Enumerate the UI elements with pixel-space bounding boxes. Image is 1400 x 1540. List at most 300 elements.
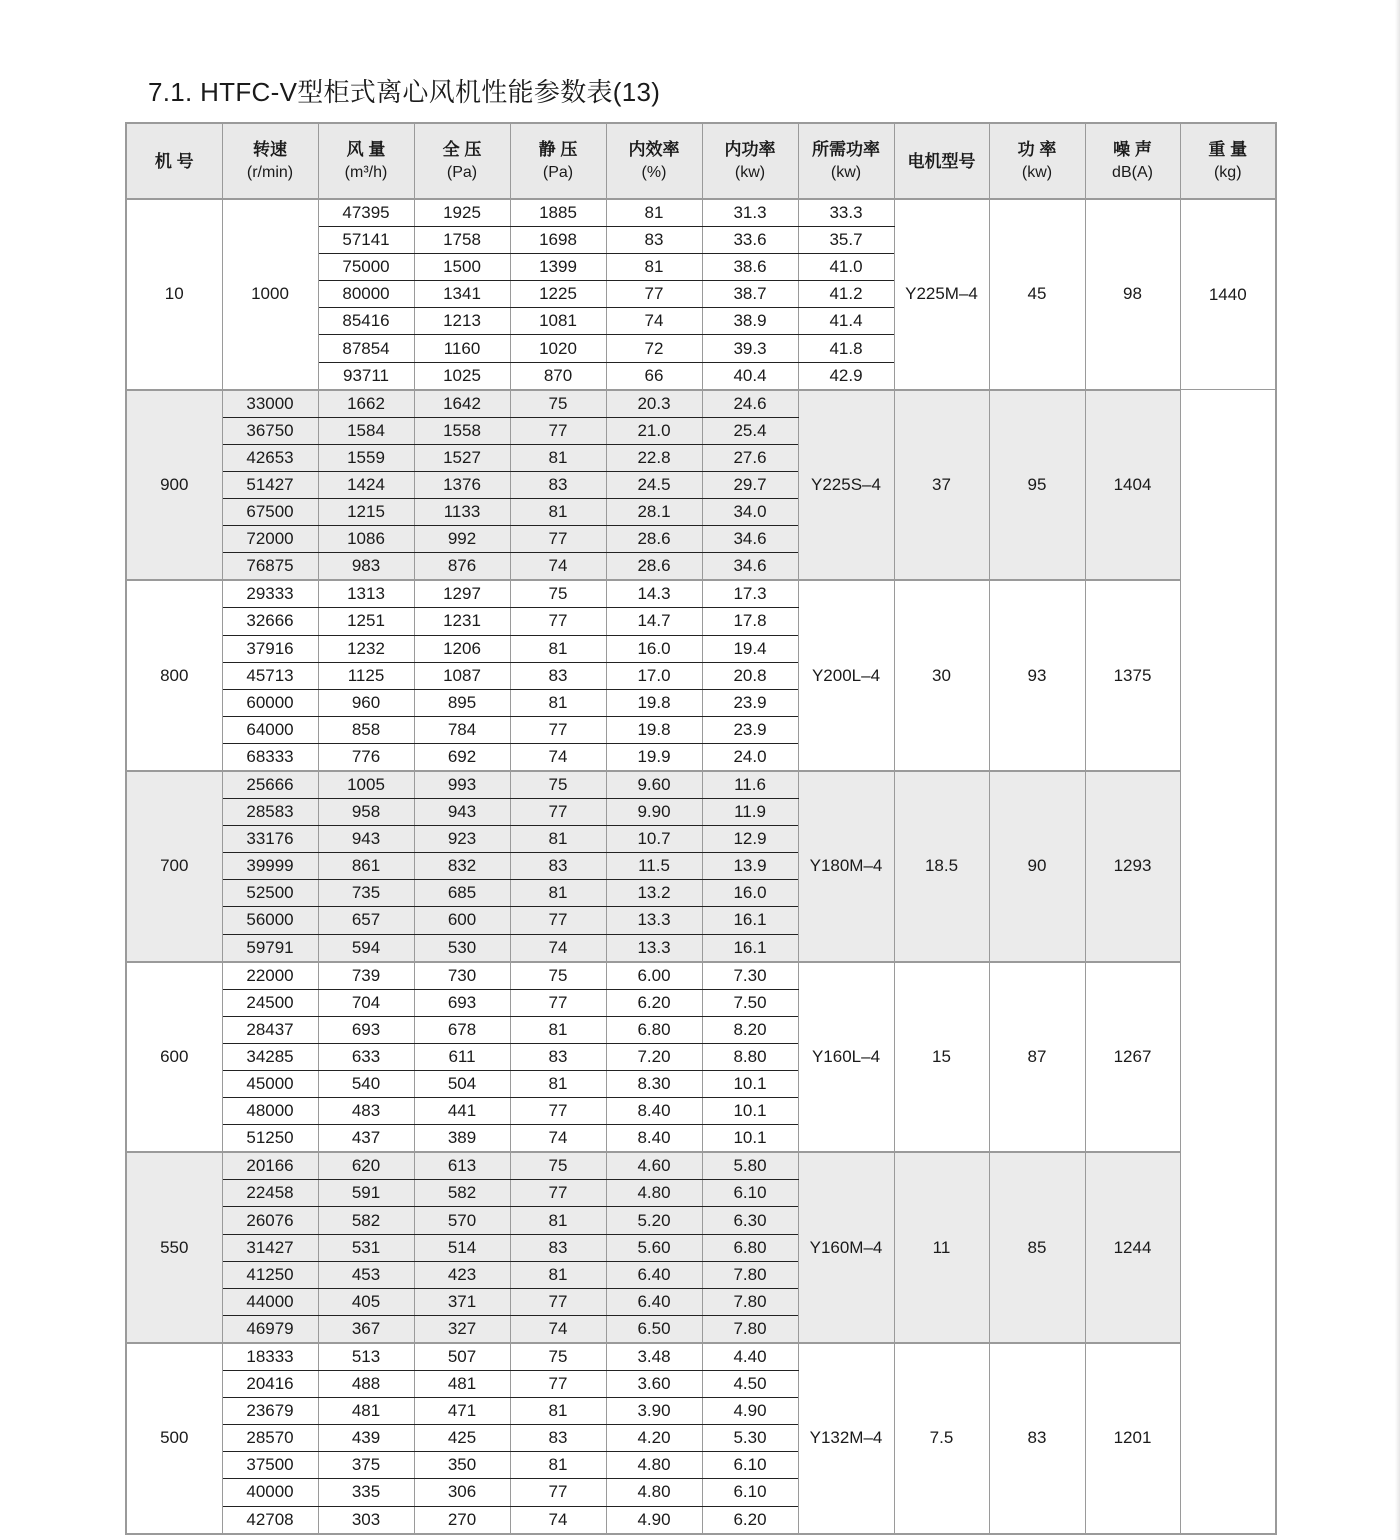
column-header [1180,123,1276,199]
total-pressure-cell: 531 [318,1234,414,1261]
required-power-cell: 6.10 [702,1479,798,1506]
motor-power-cell: 30 [894,580,989,771]
total-pressure-cell: 594 [318,934,414,962]
airflow-cell: 67500 [222,499,318,526]
total-pressure-cell: 1125 [318,662,414,689]
internal-power-cell: 9.60 [606,771,702,799]
efficiency-cell: 77 [510,1180,606,1207]
column-header [318,123,414,199]
total-pressure-cell: 1160 [414,335,510,362]
internal-power-cell: 3.90 [606,1398,702,1425]
column-header-unit: (r/min) [246,164,294,181]
static-pressure-cell: 514 [414,1234,510,1261]
static-pressure-cell: 730 [414,962,510,990]
static-pressure-cell: 693 [414,989,510,1016]
static-pressure-cell: 692 [414,743,510,771]
required-power-cell: 6.20 [702,1506,798,1534]
efficiency-cell: 77 [510,1098,606,1125]
speed-group [126,580,1276,771]
efficiency-cell: 83 [510,1043,606,1070]
total-pressure-cell: 861 [318,853,414,880]
efficiency-cell: 74 [510,1125,606,1153]
speed-group [126,962,1276,1153]
speed-cell: 900 [126,390,222,581]
table-row [126,1343,1276,1371]
efficiency-cell: 81 [510,880,606,907]
static-pressure-cell: 1698 [510,227,606,254]
efficiency-cell: 66 [606,362,702,390]
total-pressure-cell: 1559 [318,444,414,471]
required-power-cell: 8.80 [702,1043,798,1070]
static-pressure-cell: 371 [414,1288,510,1315]
column-header [126,123,222,199]
total-pressure-cell: 620 [318,1152,414,1180]
internal-power-cell: 8.40 [606,1125,702,1153]
efficiency-cell: 75 [510,390,606,418]
column-header [798,123,894,199]
static-pressure-cell: 306 [414,1479,510,1506]
required-power-cell: 6.10 [702,1452,798,1479]
static-pressure-cell: 1558 [414,417,510,444]
static-pressure-cell: 1020 [510,335,606,362]
required-power-cell: 29.7 [702,471,798,498]
weight-cell: 1267 [1085,962,1180,1153]
total-pressure-cell: 453 [318,1261,414,1288]
speed-cell: 550 [126,1152,222,1343]
column-header-label: 内功率 [724,140,776,159]
internal-power-cell: 4.80 [606,1452,702,1479]
efficiency-cell: 77 [510,608,606,635]
static-pressure-cell: 425 [414,1425,510,1452]
total-pressure-cell: 481 [318,1398,414,1425]
efficiency-cell: 75 [510,1152,606,1180]
required-power-cell: 17.3 [702,580,798,608]
internal-power-cell: 20.3 [606,390,702,418]
internal-power-cell: 13.2 [606,880,702,907]
weight-cell: 1375 [1085,580,1180,771]
efficiency-cell: 81 [606,199,702,227]
total-pressure-cell: 367 [318,1315,414,1343]
efficiency-cell: 81 [510,826,606,853]
column-header-unit: (kw) [830,164,862,181]
column-header [414,123,510,199]
internal-power-cell: 39.3 [702,335,798,362]
required-power-cell: 5.80 [702,1152,798,1180]
column-header-unit: (kg) [1213,164,1242,181]
required-power-cell: 24.6 [702,390,798,418]
column-header-label: 功 率 [1017,140,1057,159]
required-power-cell: 42.9 [798,362,894,390]
airflow-cell: 93711 [318,362,414,390]
static-pressure-cell: 1225 [510,281,606,308]
internal-power-cell: 4.80 [606,1180,702,1207]
static-pressure-cell: 1297 [414,580,510,608]
static-pressure-cell: 1081 [510,308,606,335]
required-power-cell: 4.50 [702,1371,798,1398]
airflow-cell: 42653 [222,444,318,471]
column-header-label: 电机型号 [907,151,976,171]
required-power-cell: 11.9 [702,799,798,826]
total-pressure-cell: 1662 [318,390,414,418]
total-pressure-cell: 483 [318,1098,414,1125]
efficiency-cell: 77 [510,1288,606,1315]
total-pressure-cell: 1584 [318,417,414,444]
internal-power-cell: 28.6 [606,553,702,581]
airflow-cell: 29333 [222,580,318,608]
noise-cell: 98 [1085,199,1180,390]
required-power-cell: 7.50 [702,989,798,1016]
required-power-cell: 23.9 [702,716,798,743]
internal-power-cell: 16.0 [606,635,702,662]
total-pressure-cell: 657 [318,907,414,934]
total-pressure-cell: 1313 [318,580,414,608]
total-pressure-cell: 983 [318,553,414,581]
static-pressure-cell: 943 [414,799,510,826]
static-pressure-cell: 600 [414,907,510,934]
static-pressure-cell: 1087 [414,662,510,689]
efficiency-cell: 75 [510,962,606,990]
static-pressure-cell: 611 [414,1043,510,1070]
required-power-cell: 34.0 [702,499,798,526]
column-header [606,123,702,199]
column-header [989,123,1085,199]
column-header-label: 风 量 [346,140,386,159]
static-pressure-cell: 350 [414,1452,510,1479]
column-header-label: 重 量 [1208,140,1248,159]
airflow-cell: 48000 [222,1098,318,1125]
motor-model-cell: Y180M–4 [798,771,894,962]
efficiency-cell: 74 [510,743,606,771]
efficiency-cell: 77 [510,1479,606,1506]
weight-cell: 1244 [1085,1152,1180,1343]
efficiency-cell: 81 [510,1452,606,1479]
column-header [222,123,318,199]
noise-cell: 93 [989,580,1085,771]
motor-model-cell: Y160M–4 [798,1152,894,1343]
total-pressure-cell: 439 [318,1425,414,1452]
static-pressure-cell: 471 [414,1398,510,1425]
airflow-cell: 85416 [318,308,414,335]
total-pressure-cell: 958 [318,799,414,826]
internal-power-cell: 38.7 [702,281,798,308]
static-pressure-cell: 784 [414,716,510,743]
static-pressure-cell: 1527 [414,444,510,471]
efficiency-cell: 81 [606,254,702,281]
total-pressure-cell: 335 [318,1479,414,1506]
static-pressure-cell: 1206 [414,635,510,662]
internal-power-cell: 31.3 [702,199,798,227]
total-pressure-cell: 1424 [318,471,414,498]
static-pressure-cell: 481 [414,1371,510,1398]
static-pressure-cell: 327 [414,1315,510,1343]
airflow-cell: 45713 [222,662,318,689]
internal-power-cell: 14.7 [606,608,702,635]
required-power-cell: 33.3 [798,199,894,227]
airflow-cell: 37500 [222,1452,318,1479]
efficiency-cell: 83 [510,471,606,498]
required-power-cell: 16.0 [702,880,798,907]
airflow-cell: 47395 [318,199,414,227]
total-pressure-cell: 1213 [414,308,510,335]
internal-power-cell: 5.60 [606,1234,702,1261]
required-power-cell: 6.80 [702,1234,798,1261]
efficiency-cell: 81 [510,635,606,662]
airflow-cell: 23679 [222,1398,318,1425]
weight-cell: 1201 [1085,1343,1180,1534]
required-power-cell: 4.40 [702,1343,798,1371]
page-title: 7.1. HTFC-V型柜式离心风机性能参数表(13) [148,77,661,107]
internal-power-cell: 6.20 [606,989,702,1016]
airflow-cell: 51250 [222,1125,318,1153]
weight-cell: 1293 [1085,771,1180,962]
internal-power-cell: 4.60 [606,1152,702,1180]
column-header-label: 所需功率 [812,140,880,159]
total-pressure-cell: 704 [318,989,414,1016]
internal-power-cell: 21.0 [606,417,702,444]
static-pressure-cell: 530 [414,934,510,962]
speed-cell: 600 [126,962,222,1153]
internal-power-cell: 28.1 [606,499,702,526]
column-header-unit: (kw) [734,164,766,181]
efficiency-cell: 83 [510,1425,606,1452]
airflow-cell: 39999 [222,853,318,880]
required-power-cell: 35.7 [798,227,894,254]
speed-group [126,771,1276,962]
static-pressure-cell: 678 [414,1016,510,1043]
column-header-label: 机 号 [154,151,194,171]
airflow-cell: 37916 [222,635,318,662]
table-row [126,390,1276,418]
total-pressure-cell: 540 [318,1071,414,1098]
total-pressure-cell: 1758 [414,227,510,254]
required-power-cell: 41.2 [798,281,894,308]
column-header-label: 内效率 [628,140,680,159]
static-pressure-cell: 685 [414,880,510,907]
motor-model-cell: Y200L–4 [798,580,894,771]
required-power-cell: 4.90 [702,1398,798,1425]
required-power-cell: 13.9 [702,853,798,880]
total-pressure-cell: 776 [318,743,414,771]
internal-power-cell: 6.50 [606,1315,702,1343]
efficiency-cell: 77 [510,417,606,444]
airflow-cell: 25666 [222,771,318,799]
static-pressure-cell: 423 [414,1261,510,1288]
internal-power-cell: 5.20 [606,1207,702,1234]
total-pressure-cell: 375 [318,1452,414,1479]
internal-power-cell: 6.40 [606,1261,702,1288]
efficiency-cell: 81 [510,1016,606,1043]
required-power-cell: 10.1 [702,1098,798,1125]
internal-power-cell: 38.9 [702,308,798,335]
airflow-cell: 60000 [222,689,318,716]
efficiency-cell: 81 [510,1398,606,1425]
airflow-cell: 22000 [222,962,318,990]
airflow-cell: 42708 [222,1506,318,1534]
total-pressure-cell: 858 [318,716,414,743]
static-pressure-cell: 993 [414,771,510,799]
noise-cell: 87 [989,962,1085,1153]
column-header-label: 噪 声 [1113,140,1152,159]
efficiency-cell: 81 [510,1261,606,1288]
required-power-cell: 10.1 [702,1125,798,1153]
internal-power-cell: 10.7 [606,826,702,853]
airflow-cell: 33000 [222,390,318,418]
efficiency-cell: 72 [606,335,702,362]
internal-power-cell: 14.3 [606,580,702,608]
airflow-cell: 31427 [222,1234,318,1261]
airflow-cell: 28437 [222,1016,318,1043]
speed-cell: 500 [126,1343,222,1534]
required-power-cell: 16.1 [702,907,798,934]
required-power-cell: 6.10 [702,1180,798,1207]
airflow-cell: 22458 [222,1180,318,1207]
required-power-cell: 5.30 [702,1425,798,1452]
required-power-cell: 7.80 [702,1288,798,1315]
total-pressure-cell: 582 [318,1207,414,1234]
efficiency-cell: 83 [510,1234,606,1261]
static-pressure-cell: 570 [414,1207,510,1234]
column-header [1085,123,1180,199]
static-pressure-cell: 441 [414,1098,510,1125]
internal-power-cell: 13.3 [606,934,702,962]
required-power-cell: 7.80 [702,1315,798,1343]
column-header-unit: (Pa) [446,164,478,181]
total-pressure-cell: 513 [318,1343,414,1371]
airflow-cell: 41250 [222,1261,318,1288]
airflow-cell: 46979 [222,1315,318,1343]
efficiency-cell: 74 [510,1315,606,1343]
efficiency-cell: 83 [606,227,702,254]
required-power-cell: 25.4 [702,417,798,444]
efficiency-cell: 75 [510,771,606,799]
internal-power-cell: 40.4 [702,362,798,390]
header-row [126,123,1276,199]
internal-power-cell: 9.90 [606,799,702,826]
internal-power-cell: 6.80 [606,1016,702,1043]
total-pressure-cell: 1025 [414,362,510,390]
page-edge [1395,0,1400,1540]
motor-power-cell: 18.5 [894,771,989,962]
airflow-cell: 20416 [222,1371,318,1398]
column-header-unit: (kw) [1021,164,1053,181]
internal-power-cell: 33.6 [702,227,798,254]
static-pressure-cell: 1133 [414,499,510,526]
efficiency-cell: 83 [510,662,606,689]
efficiency-cell: 77 [510,526,606,553]
static-pressure-cell: 923 [414,826,510,853]
airflow-cell: 20166 [222,1152,318,1180]
speed-cell: 800 [126,580,222,771]
required-power-cell: 7.30 [702,962,798,990]
total-pressure-cell: 693 [318,1016,414,1043]
column-header-label: 全 压 [442,140,482,159]
airflow-cell: 56000 [222,907,318,934]
motor-power-cell: 45 [989,199,1085,390]
internal-power-cell: 19.8 [606,689,702,716]
noise-cell: 83 [989,1343,1085,1534]
total-pressure-cell: 1251 [318,608,414,635]
required-power-cell: 23.9 [702,689,798,716]
airflow-cell: 32666 [222,608,318,635]
efficiency-cell: 83 [510,853,606,880]
efficiency-cell: 77 [510,989,606,1016]
static-pressure-cell: 1399 [510,254,606,281]
static-pressure-cell: 832 [414,853,510,880]
column-header [894,123,989,199]
static-pressure-cell: 613 [414,1152,510,1180]
efficiency-cell: 74 [510,553,606,581]
internal-power-cell: 28.6 [606,526,702,553]
motor-power-cell: 15 [894,962,989,1153]
total-pressure-cell: 1005 [318,771,414,799]
efficiency-cell: 81 [510,689,606,716]
airflow-cell: 72000 [222,526,318,553]
internal-power-cell: 6.40 [606,1288,702,1315]
internal-power-cell: 11.5 [606,853,702,880]
airflow-cell: 26076 [222,1207,318,1234]
total-pressure-cell: 1215 [318,499,414,526]
table-row [126,580,1276,608]
column-header [702,123,798,199]
internal-power-cell: 13.3 [606,907,702,934]
static-pressure-cell: 876 [414,553,510,581]
required-power-cell: 20.8 [702,662,798,689]
weight-cell: 1440 [1180,199,1276,390]
airflow-cell: 24500 [222,989,318,1016]
efficiency-cell: 74 [510,934,606,962]
motor-power-cell: 7.5 [894,1343,989,1534]
static-pressure-cell: 992 [414,526,510,553]
column-header-unit: (m³/h) [344,164,388,181]
static-pressure-cell: 1642 [414,390,510,418]
efficiency-cell: 77 [606,281,702,308]
speed-group [126,199,1276,390]
table-row [126,1152,1276,1180]
speed-group [126,390,1276,581]
speed-group [126,1343,1276,1534]
airflow-cell: 87854 [318,335,414,362]
total-pressure-cell: 488 [318,1371,414,1398]
column-header-label: 转速 [253,140,287,159]
efficiency-cell: 77 [510,716,606,743]
internal-power-cell: 17.0 [606,662,702,689]
static-pressure-cell: 582 [414,1180,510,1207]
static-pressure-cell: 895 [414,689,510,716]
motor-model-cell: Y132M–4 [798,1343,894,1534]
noise-cell: 95 [989,390,1085,581]
required-power-cell: 16.1 [702,934,798,962]
motor-model-cell: Y160L–4 [798,962,894,1153]
total-pressure-cell: 1500 [414,254,510,281]
column-header-unit: (%) [641,164,667,181]
static-pressure-cell: 1231 [414,608,510,635]
airflow-cell: 51427 [222,471,318,498]
internal-power-cell: 3.60 [606,1371,702,1398]
airflow-cell: 18333 [222,1343,318,1371]
internal-power-cell: 22.8 [606,444,702,471]
total-pressure-cell: 591 [318,1180,414,1207]
column-header-unit: (Pa) [542,164,574,181]
speed-cell: 700 [126,771,222,962]
airflow-cell: 44000 [222,1288,318,1315]
noise-cell: 90 [989,771,1085,962]
machine-number-cell: 10 [126,199,222,390]
required-power-cell: 41.0 [798,254,894,281]
noise-cell: 85 [989,1152,1085,1343]
speed-group [126,1152,1276,1343]
airflow-cell: 75000 [318,254,414,281]
total-pressure-cell: 405 [318,1288,414,1315]
